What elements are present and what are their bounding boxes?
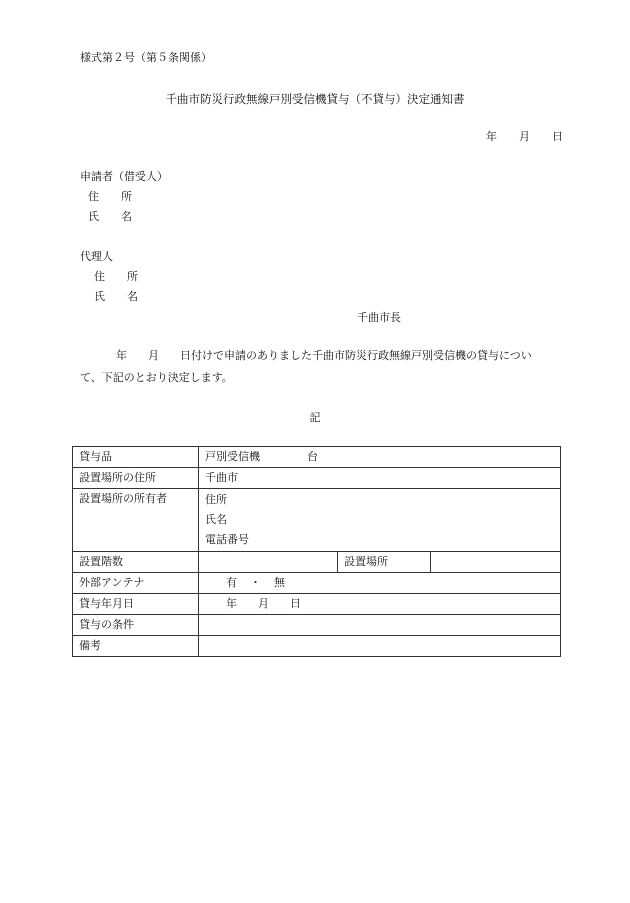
date-day: 日 (552, 130, 563, 143)
issuer-mayor: 千曲市長 (357, 311, 401, 324)
install-address-label: 設置場所の住所 (73, 468, 199, 489)
antenna-label: 外部アンテナ (73, 573, 199, 594)
item-unit: 台 (307, 450, 318, 463)
remarks-value (199, 636, 561, 657)
agent-address-label: 住 所 (94, 270, 138, 283)
table-row (73, 489, 561, 552)
antenna-no: 無 (274, 576, 285, 589)
install-address-value: 千曲市 (199, 468, 561, 489)
loan-year: 年 (226, 597, 237, 610)
form-number: 様式第２号（第５条関係） (80, 51, 212, 64)
agent-name-label: 氏 名 (94, 290, 138, 303)
table-row (73, 447, 561, 468)
applicant-heading: 申請者（借受人） (80, 170, 168, 183)
body-month: 月 (148, 349, 159, 362)
antenna-yes: 有 (226, 576, 237, 589)
item-label: 貸与品 (73, 447, 199, 468)
document-date (486, 130, 563, 144)
decision-table (72, 446, 561, 657)
loan-day: 日 (290, 597, 301, 610)
floors-label: 設置階数 (73, 552, 199, 573)
location-value (431, 552, 561, 573)
owner-address-label: 住所 (205, 493, 227, 506)
floors-value (199, 552, 338, 573)
loan-date-cell (199, 594, 561, 615)
body-text: 日付けで申請のありました千曲市防災行政無線戸別受信機の貸与につい (180, 349, 532, 362)
table-row (73, 552, 561, 573)
conditions-label: 貸与の条件 (73, 615, 199, 636)
owner-phone-label: 電話番号 (205, 533, 249, 546)
antenna-dot: ・ (250, 576, 261, 589)
owner-cell (199, 489, 561, 552)
ki-heading: 記 (309, 411, 321, 424)
owner-label: 設置場所の所有者 (73, 489, 199, 552)
body-year: 年 (116, 349, 127, 362)
notice-body-line1 (80, 349, 532, 363)
table-row (73, 468, 561, 489)
agent-heading: 代理人 (80, 250, 113, 263)
item-value: 戸別受信機 (205, 450, 260, 463)
item-value-cell (199, 447, 561, 468)
table-row (73, 636, 561, 657)
date-month: 月 (519, 130, 530, 143)
loan-date-label: 貸与年月日 (73, 594, 199, 615)
table-row (73, 615, 561, 636)
notice-body-line2: て、下記のとおり決定します。 (80, 371, 233, 384)
owner-name-label: 氏名 (205, 513, 227, 526)
applicant-address-label: 住 所 (88, 190, 132, 203)
date-year: 年 (486, 130, 497, 143)
location-label: 設置場所 (338, 552, 431, 573)
antenna-cell (199, 573, 561, 594)
table-row (73, 594, 561, 615)
remarks-label: 備考 (73, 636, 199, 657)
loan-month: 月 (258, 597, 269, 610)
document-title: 千曲市防災行政無線戸別受信機貸与（不貸与）決定通知書 (165, 92, 465, 106)
table-row (73, 573, 561, 594)
conditions-value (199, 615, 561, 636)
applicant-name-label: 氏 名 (88, 210, 132, 223)
